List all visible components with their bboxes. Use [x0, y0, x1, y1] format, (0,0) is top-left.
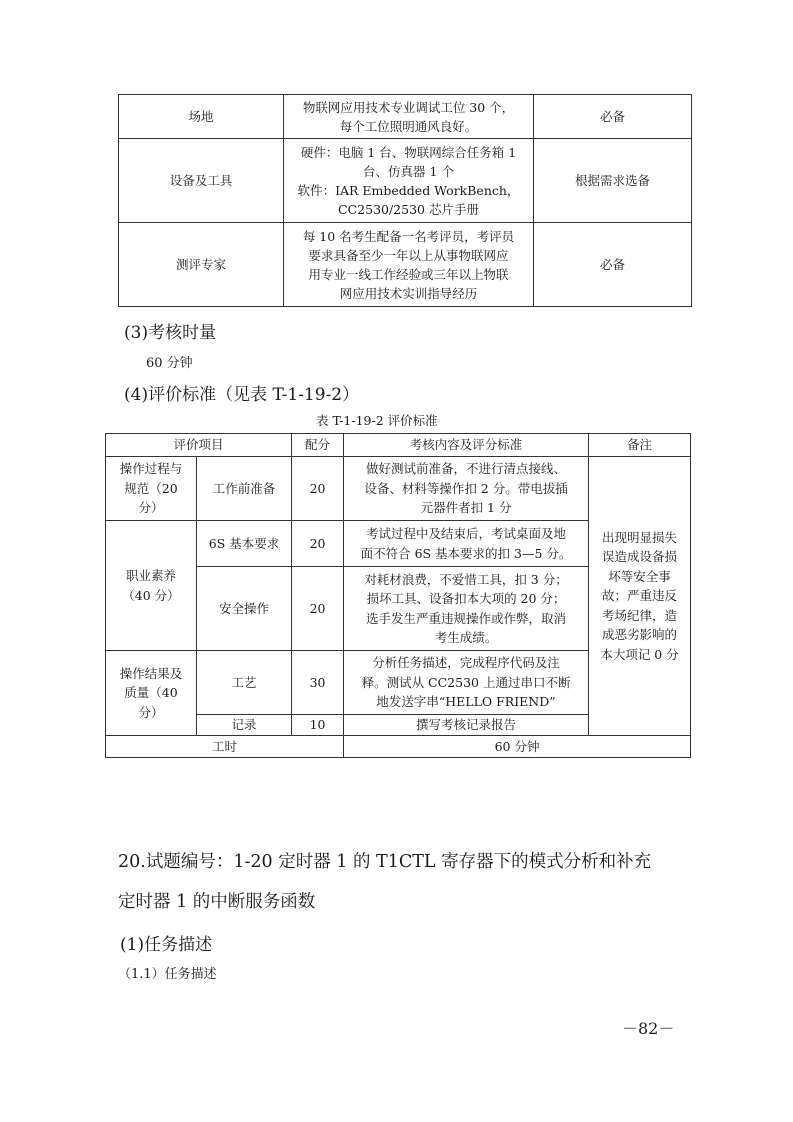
- sub-item: 记录: [197, 715, 292, 736]
- header-score: 配分: [292, 434, 344, 457]
- criteria-cell: [344, 457, 589, 521]
- remark-cell: [589, 457, 691, 736]
- header-item: 评价项目: [106, 434, 292, 457]
- header-remark: 备注: [589, 434, 691, 457]
- sub-item: 工艺: [197, 651, 292, 715]
- table-header-row: [106, 434, 691, 457]
- criteria-cell: 撰写考核记录报告: [344, 715, 589, 736]
- sub-item: 工作前准备: [197, 457, 292, 521]
- cell-line: 元器件者扣 1 分: [420, 500, 512, 516]
- resource-note: 必备: [534, 95, 692, 139]
- resource-content: [284, 139, 534, 223]
- score-cell: 20: [292, 567, 344, 651]
- content-line: 每 10 名考生配备一名考评员，考评员: [302, 228, 515, 244]
- header-criteria: 考核内容及评分标准: [344, 434, 589, 457]
- cell-line: 考试过程中及结束后，考试桌面及地: [366, 526, 567, 541]
- sub-item: 6S 基本要求: [197, 521, 292, 567]
- cell-line: 出现明显损失: [602, 529, 678, 545]
- criteria-cell: [344, 521, 589, 567]
- question-title-line2: 定时器 1 的中断服务函数: [118, 892, 316, 912]
- sub-item: 安全操作: [197, 567, 292, 651]
- resource-content: [284, 95, 534, 139]
- cell-line: （40 分）: [122, 587, 180, 603]
- cell-line: 损坏工具、设备扣本大项的 20 分；: [366, 591, 566, 606]
- section-heading-time: (3)考核时量: [124, 323, 217, 343]
- resource-item: 场地: [119, 95, 284, 139]
- footer-label: 工时: [106, 736, 344, 758]
- cell-line: 分析任务描述，完成程序代码及注: [372, 655, 560, 671]
- resource-content: [284, 223, 534, 307]
- cell-line: 坏等安全事: [608, 568, 671, 584]
- content-line: 用专业一线工作经验或三年以上物联: [308, 266, 509, 282]
- score-cell: 20: [292, 457, 344, 521]
- content-line: 网应用技术实训指导经历: [339, 285, 478, 301]
- group-name: [106, 457, 197, 521]
- content-line: 要求具备至少一年以上从事物联网应: [308, 247, 509, 263]
- cell-line: 成恶劣影响的: [602, 627, 678, 643]
- content-line: 软件：IAR Embedded WorkBench，: [297, 182, 520, 198]
- score-cell: 30: [292, 651, 344, 715]
- cell-line: 对耗材浪费，不爱惜工具，扣 3 分；: [364, 571, 568, 587]
- table-footer-row: [106, 736, 691, 758]
- resource-table: [118, 94, 692, 307]
- cell-line: 本大项记 0 分: [600, 646, 679, 662]
- cell-line: 规范（20: [124, 480, 178, 496]
- cell-line: 操作结果及: [119, 665, 183, 681]
- cell-line: 地发送字串“HELLO FRIEND”: [376, 694, 556, 710]
- table-row: [119, 139, 692, 223]
- page-number: －82－: [622, 1019, 675, 1038]
- section-heading-criteria: (4)评价标准（见表 T-1-19-2）: [124, 385, 360, 405]
- content-line: 物联网应用技术专业调试工位 30 个，: [302, 99, 515, 115]
- group-name: [106, 651, 197, 736]
- task-description-subheading: （1.1）任务描述: [118, 967, 217, 982]
- content-line: CC2530/2530 芯片手册: [338, 201, 479, 217]
- table-row: [119, 95, 692, 139]
- content-line: 每个工位照明通风良好。: [339, 118, 478, 134]
- cell-line: 考场纪律，造: [602, 607, 678, 623]
- cell-line: 释。测试从 CC2530 上通过串口不断: [361, 674, 571, 690]
- cell-line: 误造成设备损: [602, 549, 678, 565]
- footer-value: 60 分钟: [344, 736, 691, 758]
- table-caption: 表 T-1-19-2 评价标准: [316, 413, 438, 428]
- cell-line: 面不符合 6S 基本要求的扣 3—5 分。: [360, 545, 572, 561]
- resource-item: 测评专家: [119, 223, 284, 307]
- resource-note: 必备: [534, 223, 692, 307]
- cell-line: 设备、材料等操作扣 2 分。带电拔插: [364, 480, 568, 496]
- resource-note: 根据需求选备: [534, 139, 692, 223]
- resource-item: 设备及工具: [119, 139, 284, 223]
- cell-line: 分）: [138, 704, 164, 720]
- table-row: [119, 223, 692, 307]
- score-cell: 20: [292, 521, 344, 567]
- table-row: [106, 457, 691, 521]
- cell-line: 分）: [138, 500, 164, 516]
- cell-line: 考生成绩。: [434, 630, 498, 645]
- cell-line: 质量（40: [124, 685, 178, 701]
- criteria-cell: [344, 651, 589, 715]
- score-cell: 10: [292, 715, 344, 736]
- cell-line: 选手发生严重违规操作或作弊，取消: [366, 610, 567, 626]
- criteria-cell: [344, 567, 589, 651]
- group-name: [106, 521, 197, 651]
- cell-line: 职业素养: [125, 568, 176, 583]
- cell-line: 做好测试前准备，不进行清点接线、: [366, 461, 567, 477]
- question-title-line1: 20.试题编号：1-20 定时器 1 的 T1CTL 寄存器下的模式分析和补充: [118, 852, 652, 872]
- evaluation-table: [105, 433, 691, 758]
- cell-line: 故；严重违反: [602, 588, 678, 604]
- task-description-heading: (1)任务描述: [120, 935, 213, 955]
- content-line: 台、仿真器 1 个: [363, 163, 454, 179]
- section-body-time: 60 分钟: [146, 356, 193, 371]
- cell-line: 操作过程与: [119, 461, 183, 477]
- content-line: 硬件：电脑 1 台、物联网综合任务箱 1: [300, 144, 517, 160]
